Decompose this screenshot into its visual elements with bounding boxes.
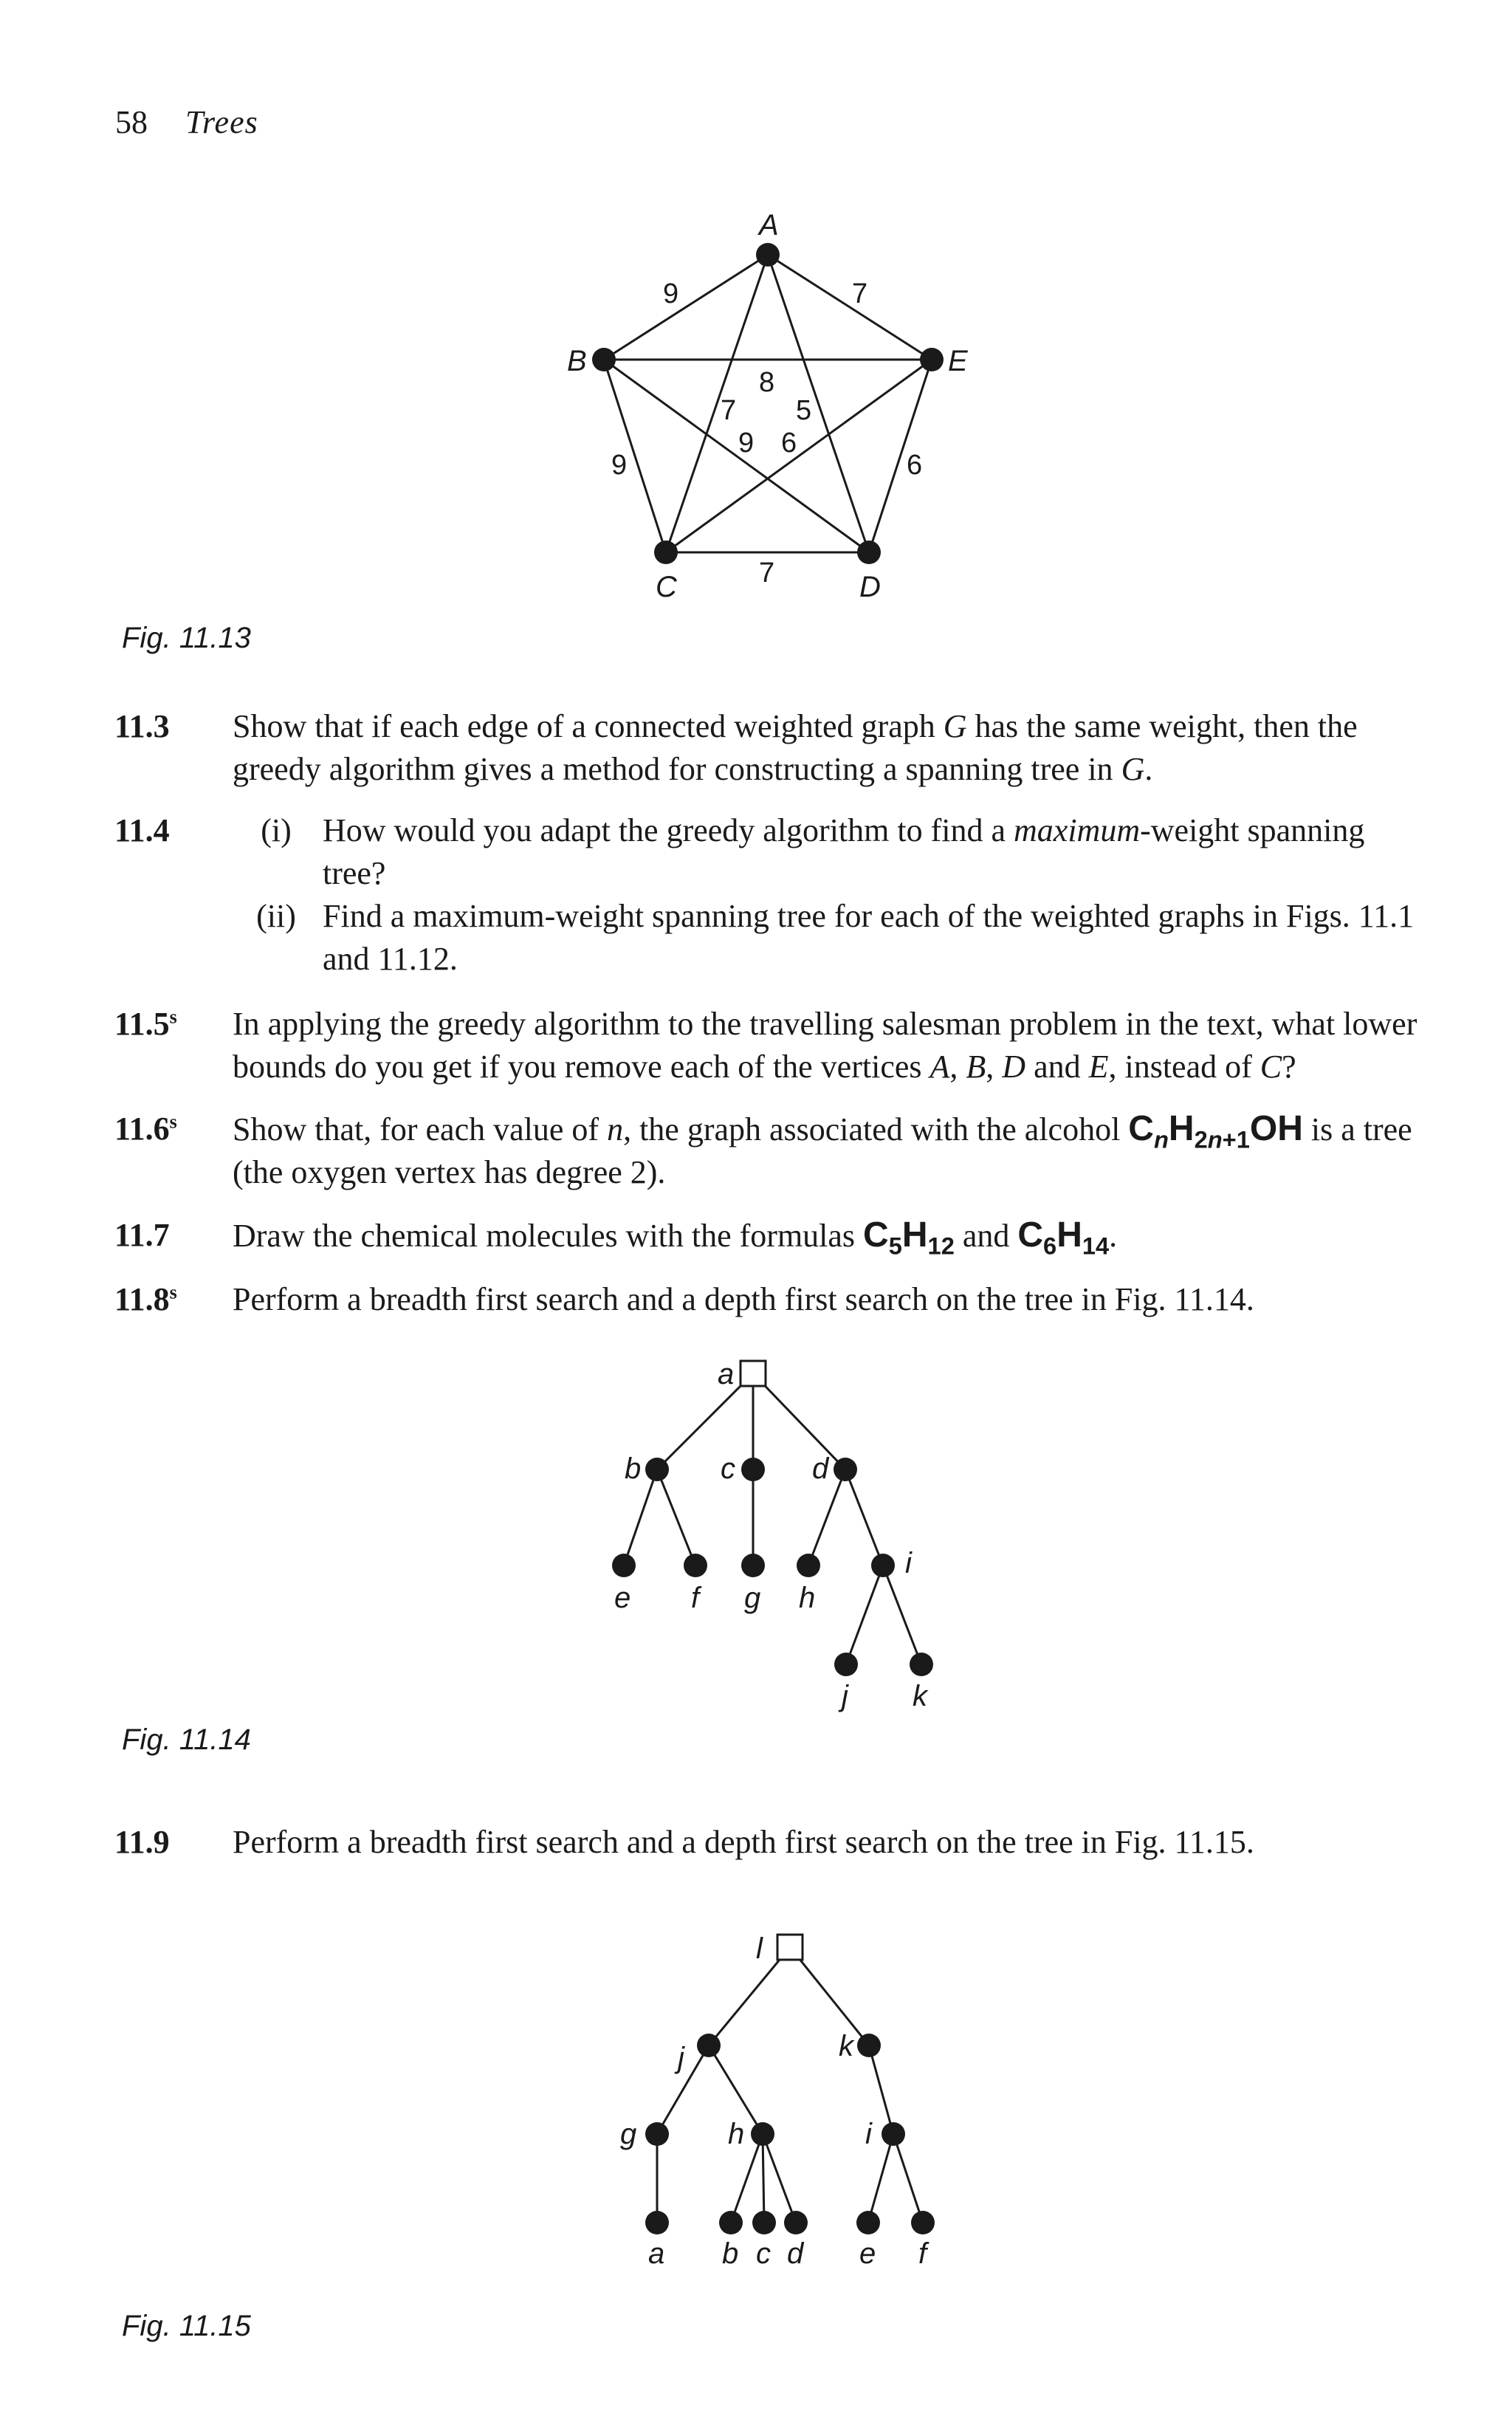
exercise-text: Show that, for each value of n, the graph associated with the alcohol $C_nH_{2n+1}OH$ is a tree (the oxygen vertex has degree 2). xyxy=(233,1109,1412,1190)
part-text: Find a maximum-weight spanning tree for each of the weighted graphs in Figs. 11.1 and 11.12. xyxy=(323,898,1415,977)
node-label-k: k xyxy=(913,1680,927,1712)
node-a xyxy=(645,2211,669,2234)
caption-fig-11-15: Fig. 11.15 xyxy=(122,2310,251,2342)
exercise-number: 11.8$^s$ xyxy=(114,1281,177,1317)
node-i xyxy=(882,2122,905,2146)
node-e xyxy=(612,1554,636,1577)
figure-11-14 xyxy=(0,1344,1512,1728)
root-node-a xyxy=(740,1361,766,1386)
exercise-text: Show that if each edge of a connected weighted graph G has the same weight, then the greedy algorithm gives a method for constructing a spanning tree in G. xyxy=(233,708,1358,787)
node-label-k: k xyxy=(839,2030,853,2062)
vertex-label-c: C xyxy=(656,571,677,603)
weight-bc: 9 xyxy=(611,450,628,481)
node-label-d: d xyxy=(787,2237,804,2270)
node-k xyxy=(910,1653,933,1676)
exercise-number: 11.4 xyxy=(114,812,170,848)
vertex-d xyxy=(857,541,881,564)
edge-bf xyxy=(657,1469,695,1565)
exercise-number: 11.5$^s$ xyxy=(114,1006,177,1042)
edge-ie xyxy=(868,2134,893,2223)
node-f xyxy=(684,1554,707,1577)
node-label-e: e xyxy=(859,2237,876,2270)
part-label: (i) xyxy=(261,812,292,848)
node-label-l: l xyxy=(756,1932,763,1965)
node-label-g: g xyxy=(620,2118,637,2150)
exercise-number: 11.6$^s$ xyxy=(114,1111,177,1147)
running-head xyxy=(115,103,258,141)
part-i xyxy=(233,809,1429,895)
node-c xyxy=(741,1458,765,1481)
node-label-b: b xyxy=(625,1452,642,1485)
weight-ad: 5 xyxy=(796,395,812,426)
exercise-text: Perform a breadth first search and a depth first search on the tree in Fig. 11.14. xyxy=(233,1281,1254,1317)
edge-di xyxy=(845,1469,883,1565)
figure-11-13 xyxy=(0,199,1512,613)
edge-lk xyxy=(790,1947,869,2045)
node-label-b: b xyxy=(722,2237,739,2270)
node-h xyxy=(797,1554,820,1577)
node-label-c: c xyxy=(756,2237,771,2270)
edge-ed xyxy=(869,360,932,552)
vertex-label-b: B xyxy=(567,345,587,377)
exercise-text: In applying the greedy algorithm to the travelling salesman problem in the text, what lower bounds do you get if you remove each of the vertices A, B, D and E, instead of C? xyxy=(233,1006,1418,1085)
node-label-j: j xyxy=(678,2042,684,2074)
weight-be: 8 xyxy=(759,367,775,398)
node-g xyxy=(741,1554,765,1577)
weight-ce: 6 xyxy=(781,428,797,459)
weight-ac: 7 xyxy=(721,395,737,426)
edge-ad xyxy=(753,1373,845,1469)
node-label-h: h xyxy=(799,1582,816,1614)
formula-pentane: $C_5H_{12}$ xyxy=(863,1215,955,1260)
node-g xyxy=(645,2122,669,2146)
node-b xyxy=(645,1458,669,1481)
edge-ce xyxy=(666,360,932,552)
formula-alcohol: $C_nH_{2n+1}OH$ xyxy=(1128,1109,1303,1153)
node-i xyxy=(871,1554,895,1577)
node-label-i: i xyxy=(905,1547,912,1579)
node-label-e: e xyxy=(614,1582,631,1614)
caption-fig-11-14: Fig. 11.14 xyxy=(122,1723,251,1756)
exercise-number: 11.9 xyxy=(114,1824,170,1860)
node-label-j: j xyxy=(842,1680,848,1712)
weight-ab: 9 xyxy=(663,278,679,309)
edge-ki xyxy=(869,2045,893,2134)
exercise-number: 11.7 xyxy=(114,1217,170,1253)
root-node-l xyxy=(777,1935,803,1960)
node-label-h: h xyxy=(728,2118,745,2150)
node-f xyxy=(911,2211,935,2234)
weight-ed: 6 xyxy=(907,450,923,481)
vertex-label-d: D xyxy=(859,571,881,603)
part-ii xyxy=(233,895,1429,981)
node-b xyxy=(719,2211,743,2234)
node-h xyxy=(751,2122,774,2146)
solution-mark: s xyxy=(169,1006,177,1028)
node-j xyxy=(697,2034,721,2057)
vertex-a xyxy=(756,243,780,267)
node-label-a: a xyxy=(718,1358,735,1390)
node-label-a: a xyxy=(648,2237,665,2270)
node-k xyxy=(857,2034,881,2057)
node-c xyxy=(752,2211,776,2234)
vertex-label-a: A xyxy=(759,209,779,241)
node-label-f: f xyxy=(918,2237,927,2270)
node-d xyxy=(784,2211,808,2234)
edge-ab xyxy=(604,255,768,360)
edge-ik xyxy=(883,1565,921,1664)
node-label-g: g xyxy=(744,1582,761,1614)
node-label-i: i xyxy=(865,2118,872,2150)
vertex-c xyxy=(654,541,678,564)
node-label-c: c xyxy=(721,1452,735,1485)
edge-hd xyxy=(763,2134,796,2223)
vertex-label-e: E xyxy=(948,345,968,377)
edge-lj xyxy=(709,1947,790,2045)
weight-ae: 7 xyxy=(852,278,868,309)
exercise-text: Draw the chemical molecules with the formulas $C_5H_{12}$ and $C_6H_{14}$. xyxy=(233,1215,1118,1260)
weight-bd: 9 xyxy=(738,428,755,459)
formula-hexane: $C_6H_{14}$ xyxy=(1017,1215,1110,1260)
page-number: 58 xyxy=(115,104,148,140)
exercise-text: Perform a breadth first search and a depth first search on the tree in Fig. 11.15. xyxy=(233,1824,1254,1860)
exercise-number: 11.3 xyxy=(114,708,170,744)
part-text: How would you adapt the greedy algorithm to find a maximum-weight spanning tree? xyxy=(323,812,1365,891)
vertex-b xyxy=(592,348,616,371)
edge-if xyxy=(893,2134,923,2223)
figure-11-15 xyxy=(0,1905,1512,2274)
node-label-d: d xyxy=(812,1452,829,1485)
edge-ac xyxy=(666,255,768,552)
edge-ij xyxy=(846,1565,883,1664)
vertex-e xyxy=(920,348,944,371)
node-d xyxy=(834,1458,857,1481)
part-label: (ii) xyxy=(256,898,296,934)
node-j xyxy=(834,1653,858,1676)
node-e xyxy=(856,2211,880,2234)
solution-mark: s xyxy=(169,1111,177,1133)
edge-hc xyxy=(763,2134,764,2223)
edge-bd xyxy=(604,360,869,552)
caption-fig-11-13: Fig. 11.13 xyxy=(122,622,251,654)
node-label-f: f xyxy=(691,1582,700,1614)
section-title: Trees xyxy=(185,104,258,140)
solution-mark: s xyxy=(169,1281,177,1303)
edge-ae xyxy=(768,255,932,360)
weight-cd: 7 xyxy=(759,558,775,589)
exercise-parts xyxy=(233,809,1429,981)
edge-ab xyxy=(657,1373,753,1469)
